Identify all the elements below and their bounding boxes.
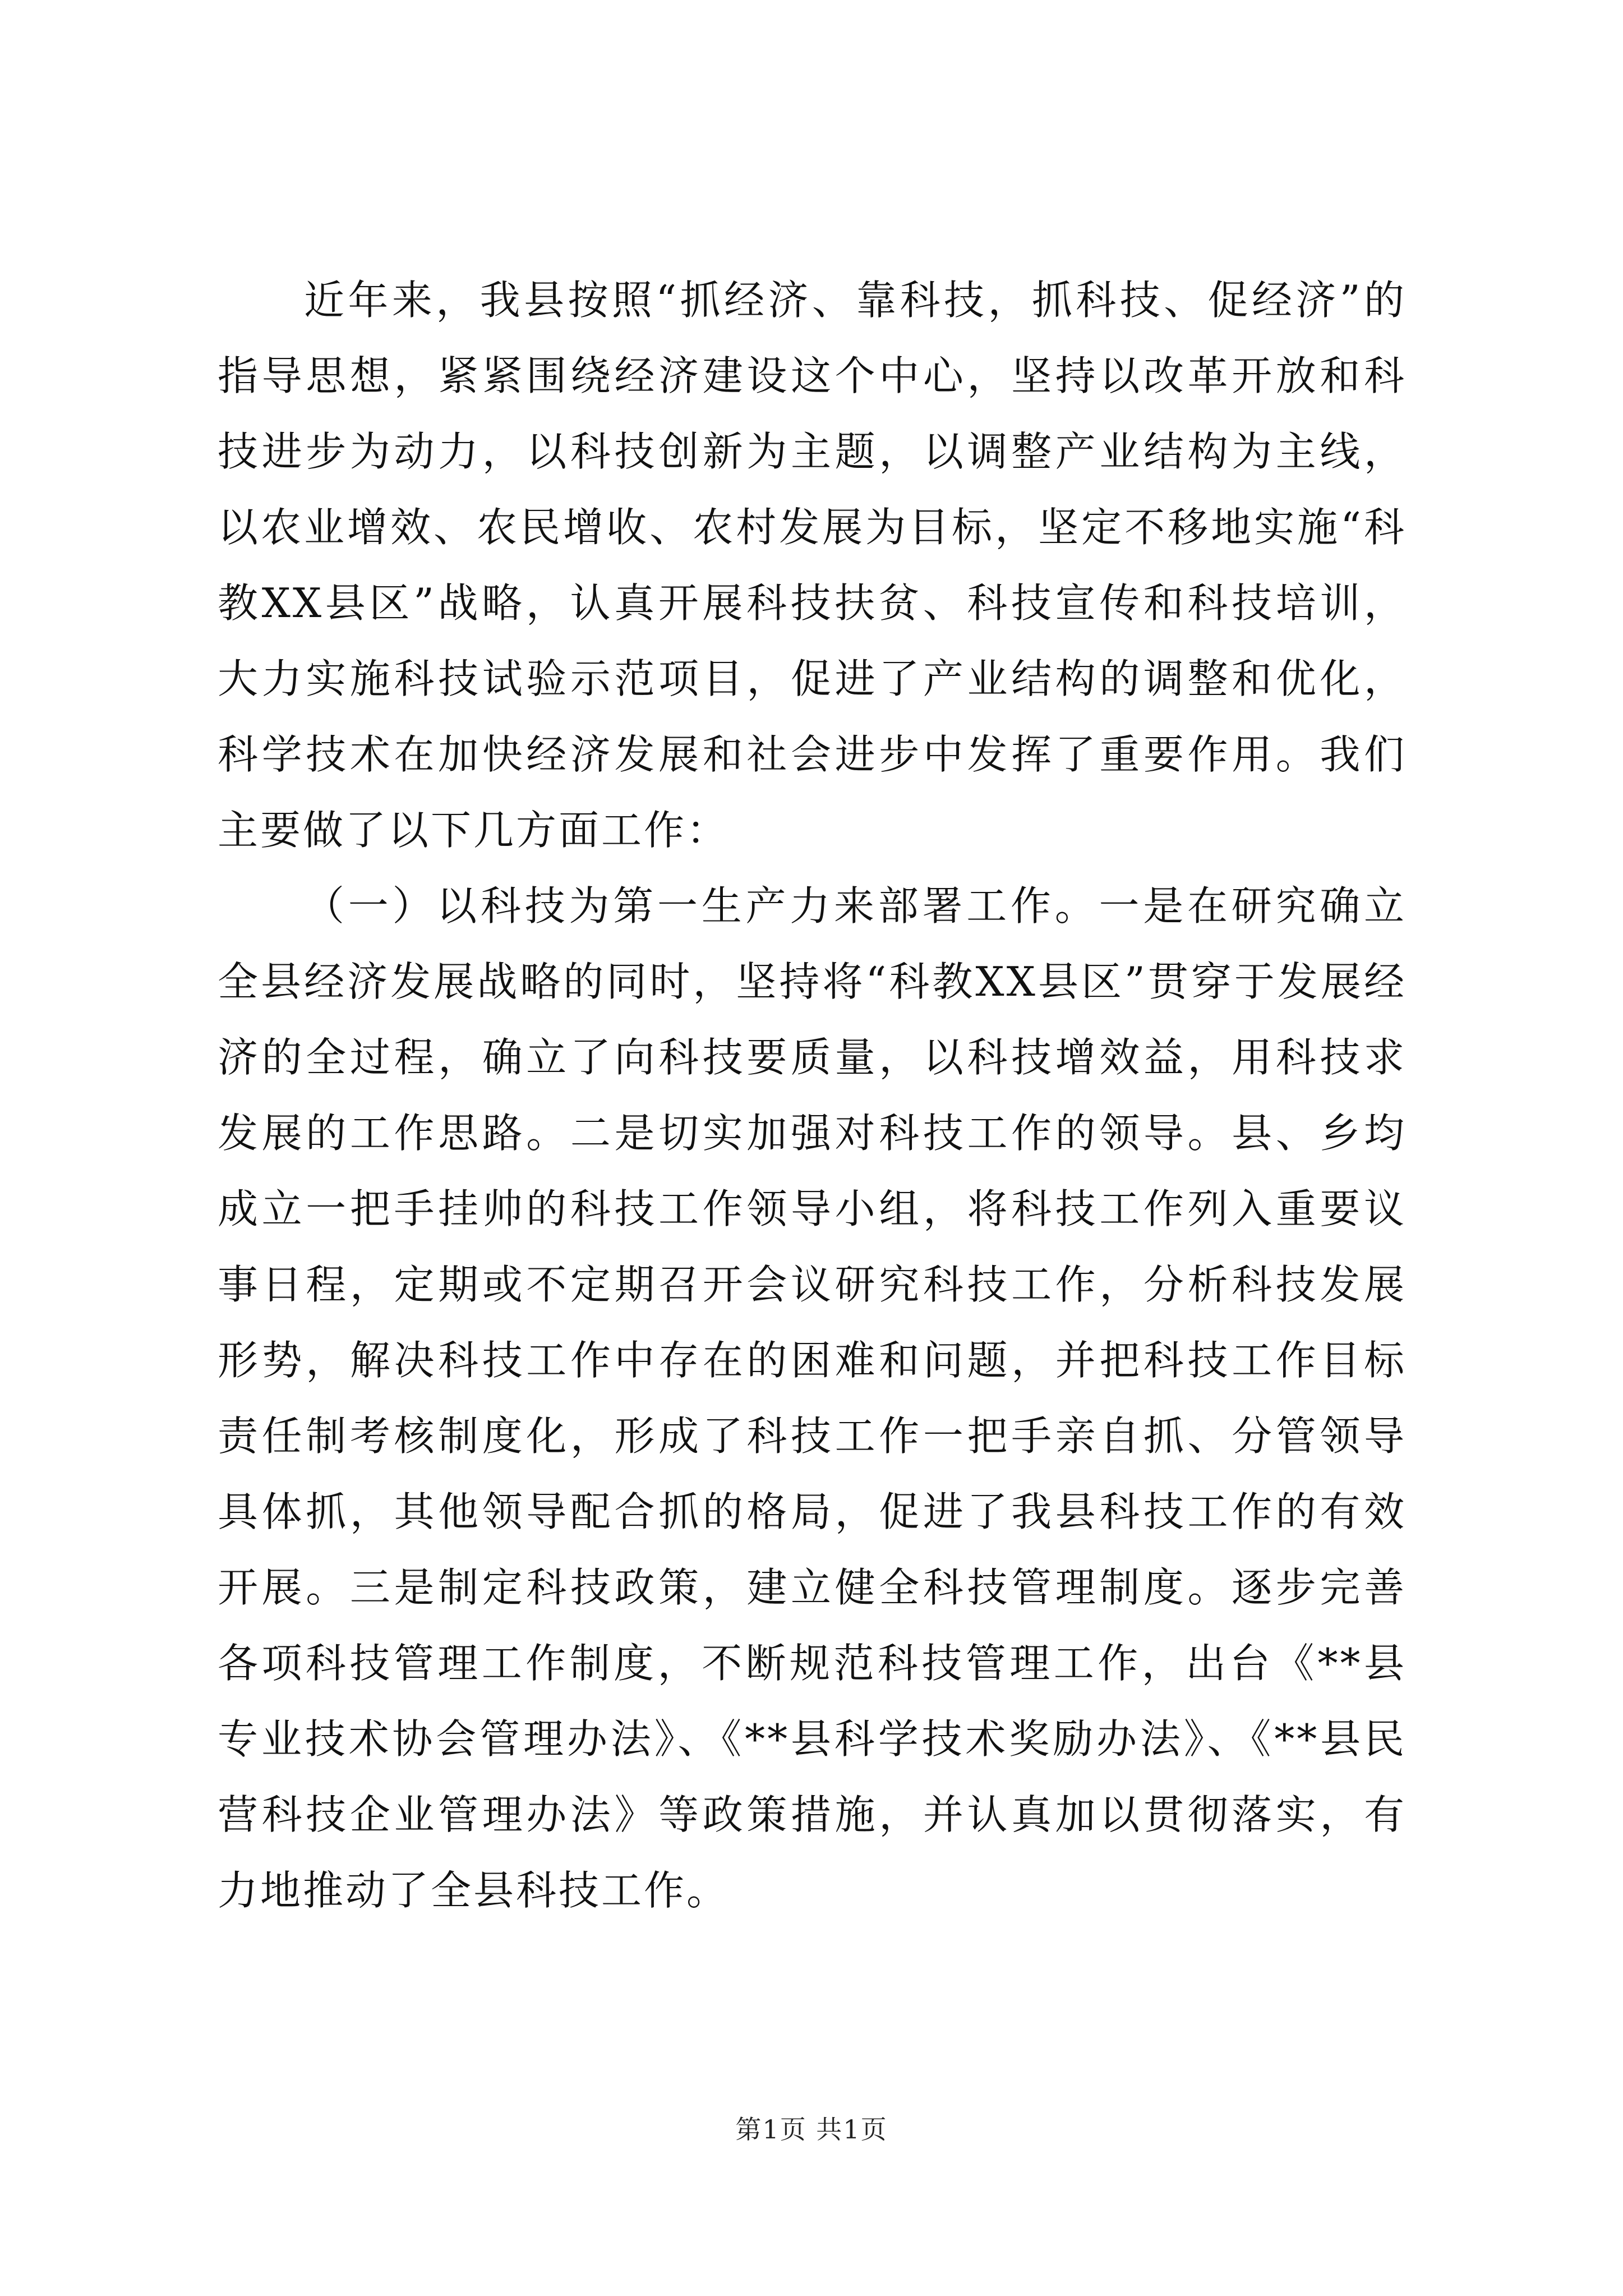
document-body	[218, 263, 1407, 1929]
page-footer: 第1页 共1页	[735, 2114, 888, 2145]
paragraph-section-one: （一）以科技为第一生产力来部署工作。一是在研究确立全县经济发展战略的同时，坚持将“科教XX县区”贯穿于发展经济的全过程，确立了向科技要质量，以科技增效益，用科技求发展的工作思路。二是切实加强对科技工作的领导。县、乡均成立一把手挂帅的科技工作领导小组，将科技工作列入重要议事日程，定期或不定期召开会议研究科技工作，分析科技发展形势，解决科技工作中存在的困难和问题，并把科技工作目标责任制考核制度化，形成了科技工作一把手亲自抓、分管领导具体抓，其他领导配合抓的格局，促进了我县科技工作的有效开展。三是制定科技政策，建立健全科技管理制度。逐步完善各项科技管理工作制度，不断规范科技管理工作，出台《**县专业技术协会管理办法》、《**县科学技术奖励办法》、《**县民营科技企业管理办法》等政策措施，并认真加以贯彻落实，有力地推动了全县科技工作。	[218, 882, 1407, 1914]
paragraph-intro: 近年来，我县按照“抓经济、靠科技，抓科技、促经济”的指导思想，紧紧围绕经济建设这个中心，坚持以改革开放和科技进步为动力，以科技创新为主题，以调整产业结构为主线，以农业增效、农民增收、农村发展为目标，坚定不移地实施“科教XX县区”战略，认真开展科技扶贫、科技宣传和科技培训，大力实施科技试验示范项目，促进了产业结构的调整和优化，科学技术在加快经济发展和社会进步中发挥了重要作用。我们主要做了以下几方面工作：	[218, 277, 1407, 854]
